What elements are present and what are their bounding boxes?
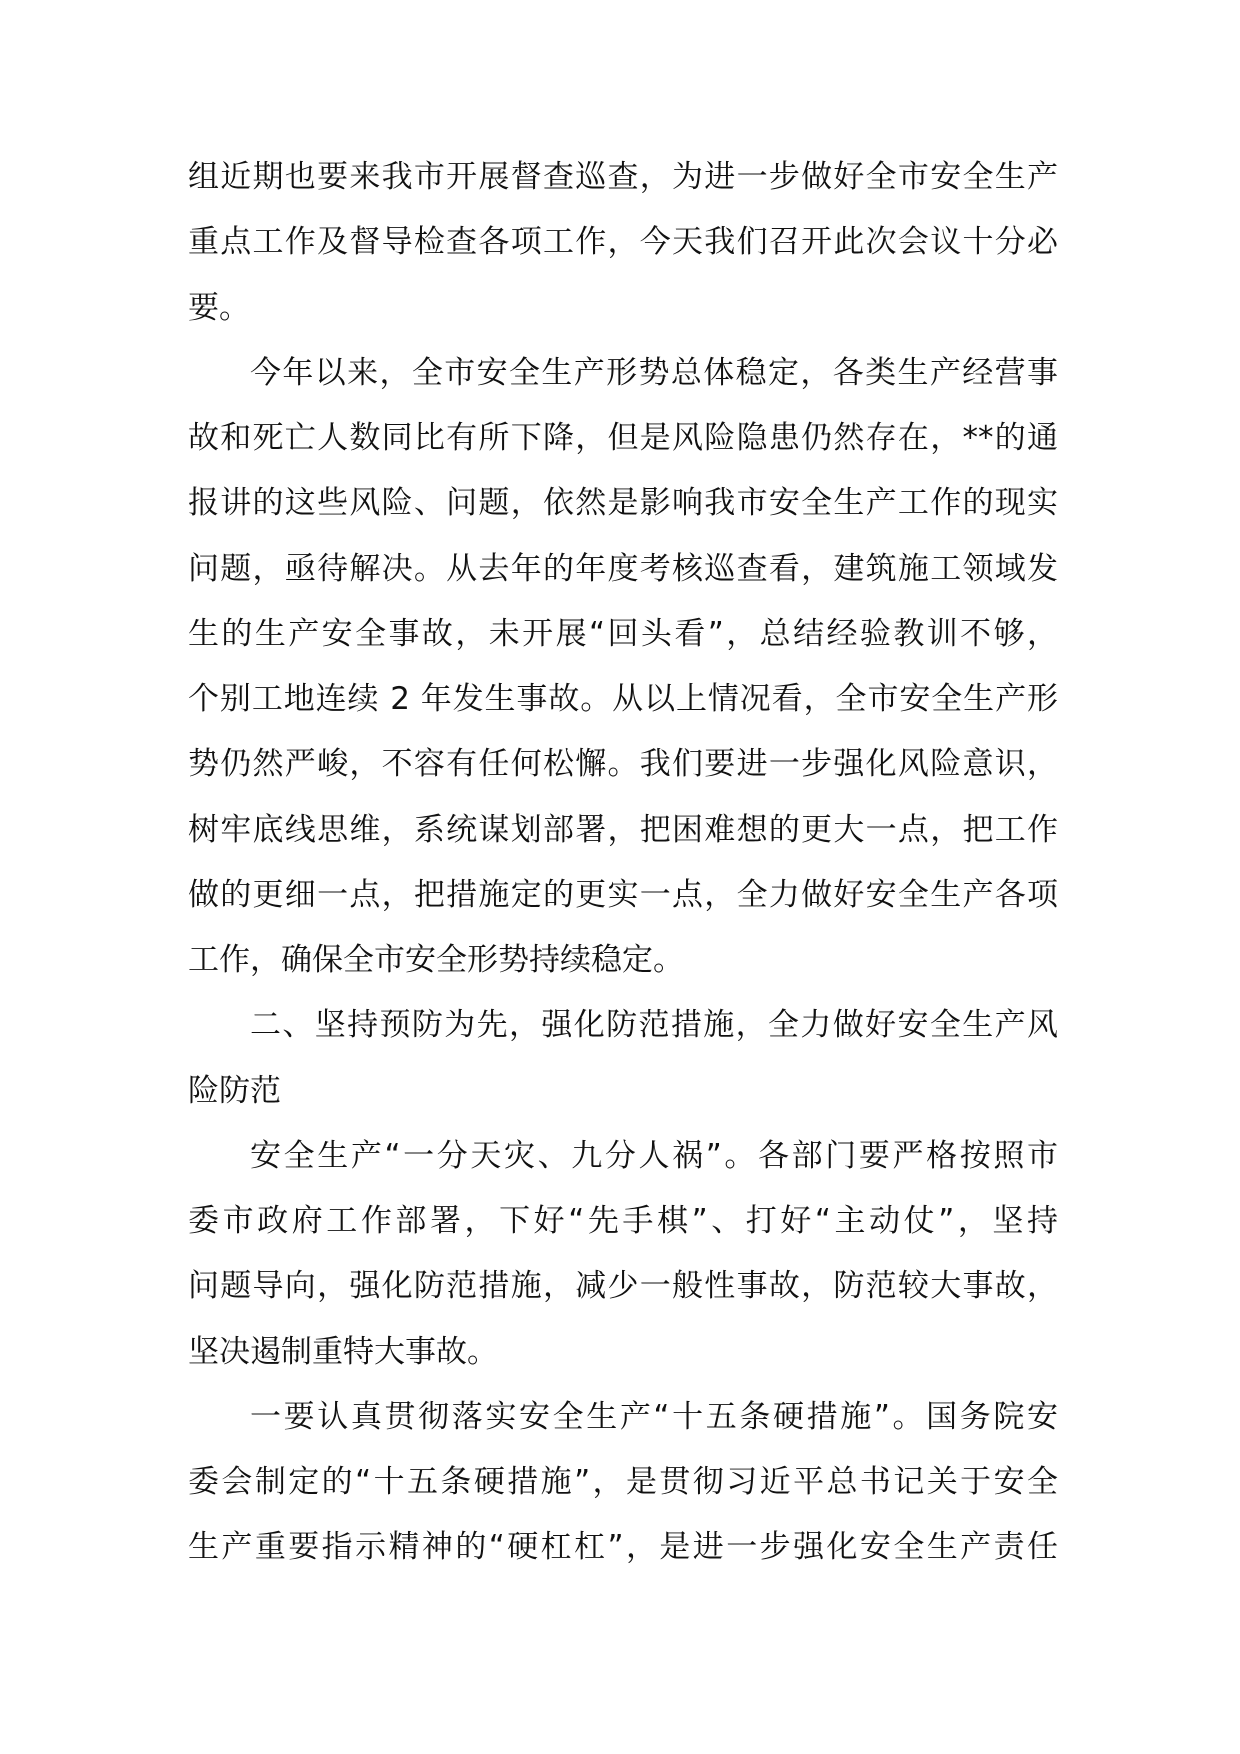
section-heading-line: 险防范: [188, 1072, 281, 1109]
text-line: 要。: [188, 289, 250, 326]
text-line: 组近期也要来我市开展督查巡查，为进一步做好全市安全生产: [188, 159, 1058, 195]
text-line: 问题导向，强化防范措施，减少一般性事故，防范较大事故，: [188, 1268, 1058, 1305]
text-line: 重点工作及督导检查各项工作，今天我们召开此次会议十分必: [188, 224, 1058, 261]
text-line: 问题，亟待解决。从去年的年度考核巡查看，建筑施工领域发: [188, 550, 1058, 587]
text-line: 个别工地连续 2 年发生事故。从以上情况看，全市安全生产形: [188, 681, 1058, 717]
text-line: 委会制定的“十五条硬措施”，是贯彻习近平总书记关于安全: [188, 1464, 1058, 1500]
text-line: 报讲的这些风险、问题，依然是影响我市安全生产工作的现实: [188, 485, 1058, 522]
body-text: [188, 145, 1058, 1581]
text-line: 工作，确保全市安全形势持续稳定。: [188, 942, 684, 978]
text-line: 做的更细一点，把措施定的更实一点，全力做好安全生产各项: [188, 876, 1058, 913]
paragraph-first-line: 今年以来，全市安全生产形势总体稳定，各类生产经营事: [250, 354, 1058, 391]
section-heading-line: 二、坚持预防为先，强化防范措施，全力做好安全生产风: [250, 1007, 1058, 1044]
text-line: 生产重要指示精神的“硬杠杠”，是进一步强化安全生产责任: [188, 1529, 1058, 1566]
paragraph-first-line: 一要认真贯彻落实安全生产“十五条硬措施”。国务院安: [250, 1398, 1058, 1435]
text-line: 故和死亡人数同比有所下降，但是风险隐患仍然存在，**的通: [188, 420, 1058, 456]
text-line: 树牢底线思维，系统谋划部署，把困难想的更大一点，把工作: [188, 811, 1058, 848]
text-line: 委市政府工作部署，下好“先手棋”、打好“主动仗”，坚持: [188, 1203, 1058, 1239]
text-line: 生的生产安全事故，未开展“回头看”，总结经验教训不够，: [188, 615, 1058, 652]
text-line: 势仍然严峻，不容有任何松懈。我们要进一步强化风险意识，: [188, 746, 1058, 783]
paragraph-first-line: 安全生产“一分天灾、九分人祸”。各部门要严格按照市: [250, 1137, 1058, 1174]
text-line: 坚决遏制重特大事故。: [188, 1333, 498, 1370]
